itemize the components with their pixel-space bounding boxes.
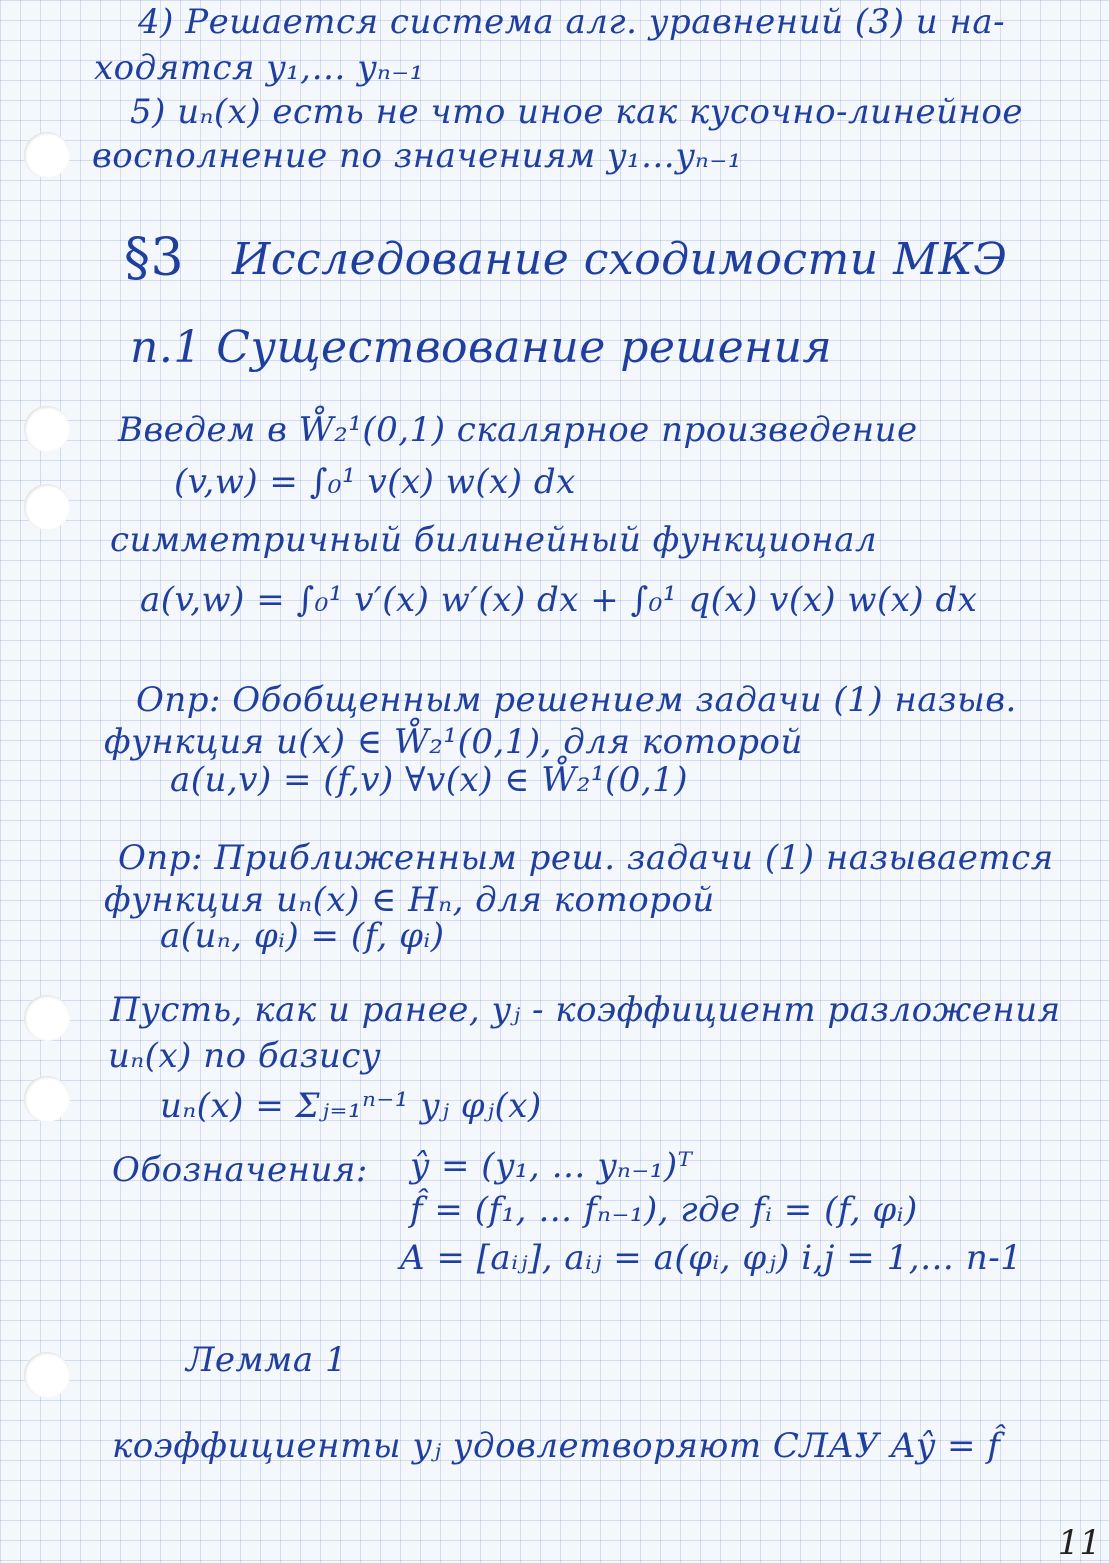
formula: uₙ(x) = Σⱼ₌₁ⁿ⁻¹ yⱼ φⱼ(x) [160,1086,542,1126]
text-line: 5) uₙ(x) есть не что иное как кусочно-линейное [130,92,1023,132]
section-number: §3 [124,228,185,288]
definition: Опр: Обобщенным решением задачи (1) назыв. [136,680,1017,720]
section-title: Исследование сходимости МКЭ [232,234,1008,285]
text-line: функция uₙ(x) ∈ Hₙ, для которой [104,880,715,920]
text-line: ходятся y₁,… yₙ₋₁ [94,48,424,88]
text-line: Введем в W̊₂¹(0,1) скалярное произведение [118,410,918,450]
formula: a(u,v) = (f,v) ∀v(x) ∈ W̊₂¹(0,1) [170,760,689,800]
lemma-title: Лемма 1 [186,1340,348,1380]
punch-hole [24,995,70,1041]
subsection-title: п.1 Существование решения [130,322,833,373]
punch-hole [24,1352,70,1398]
formula: (v,w) = ∫₀¹ v(x) w(x) dx [174,462,576,502]
lemma-statement: коэффициенты yⱼ удовлетворяют СЛАУ Aŷ = f̂ [112,1426,1001,1466]
text-line: Пусть, как и ранее, yⱼ - коэффициент разложения [110,990,1061,1030]
text-line: функция u(x) ∈ W̊₂¹(0,1), для которой [104,722,803,762]
text-line: восполнение по значениям y₁…yₙ₋₁ [92,136,742,176]
definition: Опр: Приближенным реш. задачи (1) называется [118,838,1054,878]
formula: f̂ = (f₁, … fₙ₋₁), где fᵢ = (f, φᵢ) [410,1190,918,1230]
punch-hole [24,406,70,452]
punch-hole [24,132,70,178]
formula: a(v,w) = ∫₀¹ v′(x) w′(x) dx + ∫₀¹ q(x) v(x) w(x) dx [140,580,978,620]
formula: a(uₙ, φᵢ) = (f, φᵢ) [160,916,445,956]
punch-hole [24,484,70,530]
formula: ŷ = (y₁, … yₙ₋₁)ᵀ [410,1146,693,1186]
page-number: 11 [1057,1523,1101,1563]
text-line: симметричный билинейный функционал [110,520,878,560]
notation-label: Обозначения: [112,1150,368,1190]
text-line: 4) Решается система алг. уравнений (3) и на- [138,2,1006,42]
formula: A = [aᵢⱼ], aᵢⱼ = a(φᵢ, φⱼ) i,j = 1,… n-1 [400,1238,1023,1278]
punch-hole [24,1076,70,1122]
text-line: uₙ(x) по базису [108,1036,382,1076]
